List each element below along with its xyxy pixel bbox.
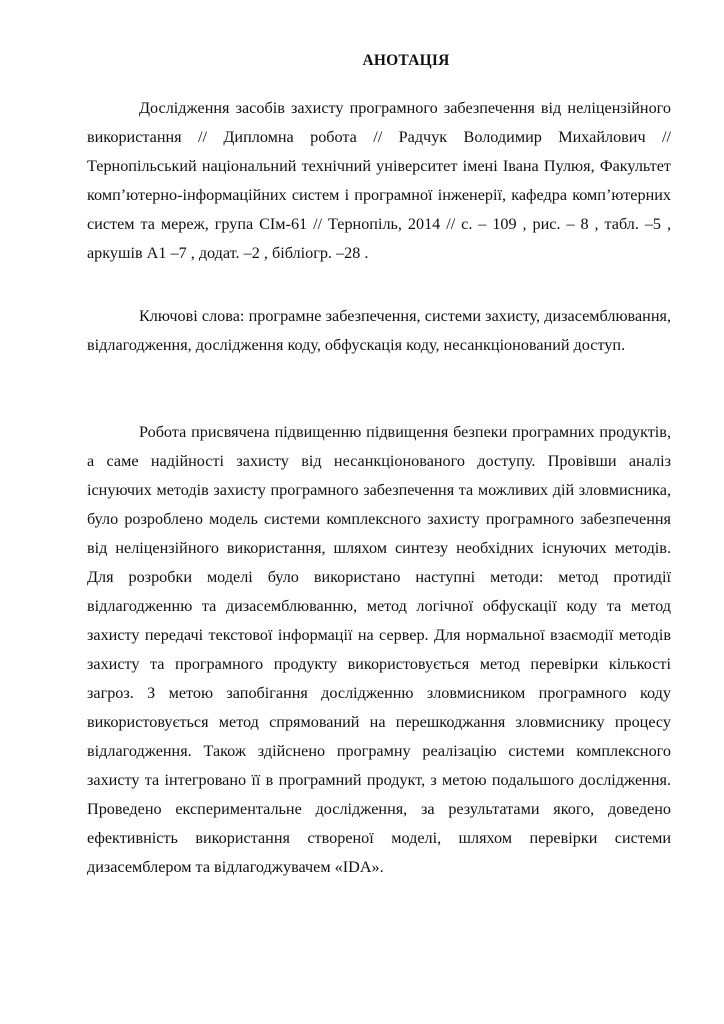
- bibliographic-paragraph: Дослідження засобів захисту програмного забезпечення від неліцензійного використання // Дипломна робота // Радчук Володимир Михайлович // Тернопільський національний технічний університет імені Івана Пулюя, Факультет комп’ютерно-інформаційних систем і програмної інженерії, кафедра комп’ютерних систем та мереж, група СІм-61 // Тернопіль, 2014 // с. – 109 , рис. – 8 , табл. –5 , аркушів А1 –7 , додат. –2 , бібліогр. –28 .: [87, 99, 671, 262]
- summary-paragraph: Робота присвячена підвищенню підвищення безпеки програмних продуктів, а саме надійності захисту від несанкціонованого доступу. Провівши аналіз існуючих методів захисту програмного забезпечення та можливих дій зловмисника, було розроблено модель системи комплексного захисту програмного забезпечення від неліцензійного використання, шляхом синтезу необхідних існуючих методів. Для розробки моделі було використано наступні методи: метод протидії відлагодженню та дизасемблюванню, метод логічної обфускації коду та метод захисту передачі текстової інформації на сервер. Для нормальної взаємодії методів захисту та програмного продукту використовується метод перевірки кількості загроз. З метою запобігання дослідженню зловмисником програмного коду використовується метод спрямований на перешкоджання зловмиснику процесу відлагодження. Також здійснено програмну реалізацію системи комплексного захисту та інтегровано її в програмний продукт, з метою подальшого дослідження. Проведено експериментальне дослідження, за результатами якого, доведено ефективність використання створеної моделі, шляхом перевірки системи дизасемблером та відлагоджувачем «IDA».: [87, 423, 671, 876]
- keywords-paragraph: Ключові слова: програмне забезпечення, системи захисту, дизасемблювання, відлагодження, дослідження коду, обфускація коду, несанкціонований доступ.: [87, 307, 671, 354]
- page-title: АНОТАЦІЯ: [362, 52, 450, 69]
